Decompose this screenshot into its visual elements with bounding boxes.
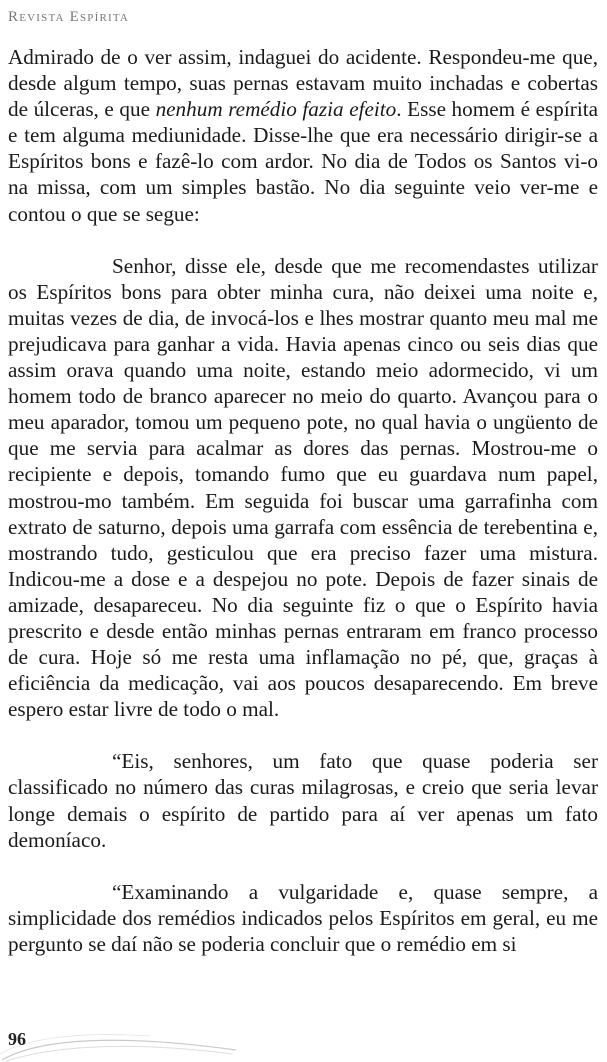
paragraph-1 [8, 44, 598, 227]
paragraph-3: “Eis, senhores, um fato que quase poderia ser classificado no número das curas milagrosas, e creio que seria levar longe demais o espírito de partido para aí ver apenas um fato demoníaco. [8, 749, 598, 852]
paragraph-1-text-a: Admirado de o ver assim, indaguei do acidente. Respondeu-me que, desde algum tempo, suas pernas estavam muito inchadas e cobertas de úlceras, e que [8, 45, 598, 122]
paragraph-1-emphasis: nenhum remédio fazia efeito [155, 97, 397, 122]
page-number: 96 [8, 1029, 26, 1049]
paragraph-2: Senhor, disse ele, desde que me recomendastes utilizar os Espíritos bons para obter minha cura, não deixei uma noite e, muitas vezes de dia, de invocá-los e lhes mostrar quanto meu mal me prejudicava para ganhar a vida. Havia apenas cinco ou seis dias que assim orava quando uma noite, estando meio adormecido, vi um homem todo de branco aparecer no meio do quarto. Avançou para o meu aparador, tomou um pequeno pote, no qual havia o ungüento de que me servia para acalmar as dores das pernas. Mostrou-me o recipiente e depois, tomando fumo que eu guardava num papel, mostrou-mo também. Em seguida foi buscar uma garrafinha com extrato de saturno, depois uma garrafa com essência de terebentina e, mostrando tudo, gesticulou que era preciso fazer uma mistura. Indicou-me a dose e a despejou no pote. Depois de fazer sinais de amizade, desapareceu. No dia seguinte fiz o que o Espírito havia prescrito e desde então minhas pernas entraram em franco processo de cura. Hoje só me resta uma inflamação no pé, que, graças à eficiência da medicação, vai aos poucos desaparecendo. Em breve espero estar livre de todo o mal. [8, 253, 598, 722]
paragraph-1-text-b: . Esse homem é espírita e tem alguma mediunidade. Disse-lhe que era necessário dirigir-se a Espíritos bons e fazê-lo com ardor. No dia de Todos os Santos vi-o na missa, com um simples bastão. No dia seguinte veio ver-me e contou o que se segue: [8, 97, 598, 226]
decorative-swoosh-icon [0, 1030, 240, 1062]
paragraph-4: “Examinando a vulgaridade e, quase sempre, a simplicidade dos remédios indicados pelos Espíritos em geral, eu me pergunto se daí não se poderia concluir que o remédio em si [8, 879, 598, 956]
body-text [8, 44, 598, 957]
running-head: Revista Espírita [8, 9, 130, 25]
